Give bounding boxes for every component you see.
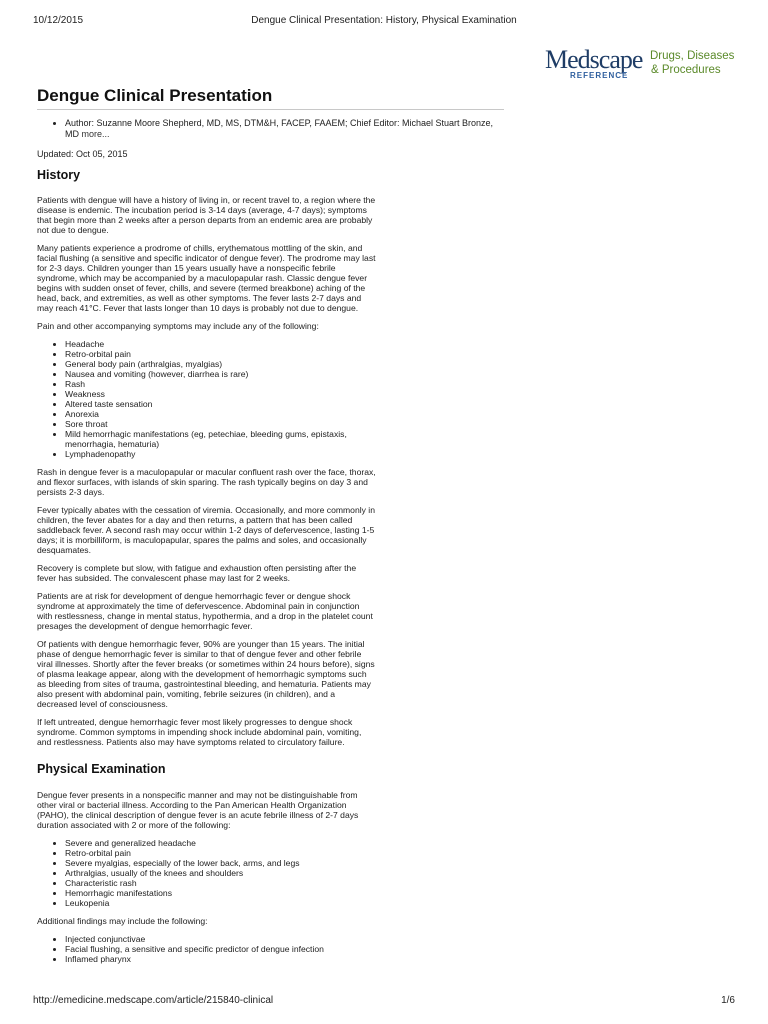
history-paragraph: Of patients with dengue hemorrhagic fever, 90% are younger than 15 years. The initial phase of dengue hemorrhagic fever is similar to that of dengue fever and other febrile viral illnesses. Shortly after the fever breaks (or sometimes within 24 hours before), signs of plasma leakage appear, along with the development of hemorrhagic symptoms such as bleeding from sites of trauma, gastrointestinal bleeding, and hematuria. Patients may also present with abdominal pain, vomiting, febrile seizures (in children), and a decreased level of consciousness. <box>37 639 375 709</box>
logo-brand-med: Med <box>545 45 590 74</box>
physical-paragraph: Additional findings may include the following: <box>37 916 208 926</box>
article-content <box>37 168 377 972</box>
symptom-list <box>37 339 377 459</box>
list-item: • Characteristic rash <box>65 878 377 888</box>
page-title: Dengue Clinical Presentation <box>37 86 504 110</box>
list-item: • Mild hemorrhagic manifestations (eg, petechiae, bleeding gums, epistaxis, menorrhagia, hematuria) <box>65 429 377 449</box>
history-paragraph: Many patients experience a prodrome of chills, erythematous mottling of the skin, and facial flushing (a sensitive and specific indicator of dengue fever). The prodrome may last for 2-3 days. Children younger than 15 years usually have a nonspecific febrile syndrome, which may be accompanied by a maculopapular rash. Classic dengue fever begins with sudden onset of fever, chills, and severe (termed breakbone) aching of the head, back, and extremities, as well as other symptoms. The fever lasts 2-7 days and may reach 41°C. Fever that lasts longer than 10 days is probably not due to dengue. <box>37 243 376 313</box>
list-item: • Retro-orbital pain <box>65 848 377 858</box>
logo-brand <box>545 47 642 73</box>
list-item: • Lymphadenopathy <box>65 449 377 459</box>
list-item: • Arthralgias, usually of the knees and shoulders <box>65 868 377 878</box>
list-item: • Severe myalgias, especially of the lower back, arms, and legs <box>65 858 377 868</box>
list-item: • Nausea and vomiting (however, diarrhea is rare) <box>65 369 377 379</box>
list-item: • Leukopenia <box>65 898 377 908</box>
list-item: • Anorexia <box>65 409 377 419</box>
list-item: • Facial flushing, a sensitive and specific predictor of dengue infection <box>65 944 377 954</box>
physical-exam-heading: Physical Examination <box>37 762 166 776</box>
print-date: 10/12/2015 <box>33 15 84 26</box>
author-byline <box>50 118 505 140</box>
physical-paragraph: Dengue fever presents in a nonspecific manner and may not be distinguishable from other viral or bacterial illness. According to the Pan American Health Organization (PAHO), the clinical description of dengue fever is an acute febrile illness of 2-7 days duration associated with 2 or more of the following: <box>37 790 359 830</box>
logo-tagline <box>650 49 734 77</box>
history-paragraph: Fever typically abates with the cessation of viremia. Occasionally, and more commonly in children, the fever abates for a day and then returns, a pattern that has been called saddleback fever. A second rash may occur within 1-2 days of defervescence, lasting 1-5 days; it is morbilliform, is maculopapular, spares the palms and soles, and occasionally desquamates. <box>37 505 376 555</box>
list-item: • Hemorrhagic manifestations <box>65 888 377 898</box>
list-item: • Weakness <box>65 389 377 399</box>
logo-brand-scape: scape <box>589 45 643 74</box>
medscape-logo[interactable] <box>543 43 743 79</box>
list-item: • Retro-orbital pain <box>65 349 377 359</box>
more-authors-link[interactable]: more... <box>81 129 110 139</box>
author-item <box>65 118 505 140</box>
history-paragraph: If left untreated, dengue hemorrhagic fever most likely progresses to dengue shock syndrome. Common symptoms in impending shock include abdominal pain, vomiting, and restlessness. Patients also may have symptoms related to circulatory failure. <box>37 717 362 747</box>
logo-tagline-line1: Drugs, Diseases <box>650 50 735 62</box>
logo-reference: REFERENCE <box>570 71 629 80</box>
history-paragraph: Pain and other accompanying symptoms may include any of the following: <box>37 321 319 331</box>
list-item: • Headache <box>65 339 377 349</box>
additional-findings-list <box>37 934 377 964</box>
history-paragraph: Rash in dengue fever is a maculopapular or macular confluent rash over the face, thorax, and flexor surfaces, with islands of skin sparing. The rash typically begins on day 3 and persists 2-3 days. <box>37 467 376 497</box>
list-item: • General body pain (arthralgias, myalgias) <box>65 359 377 369</box>
author-text: Author: Suzanne Moore Shepherd, MD, MS, DTM&H, FACEP, FAAEM; Chief Editor: Michael Stuart Bronze, MD <box>65 118 494 139</box>
history-paragraph: Patients with dengue will have a history of living in, or recent travel to, a region where the disease is endemic. The incubation period is 3-14 days (average, 4-7 days); symptoms that begin more than 2 weeks after a person departs from an endemic area are probably not due to dengue. <box>37 195 376 235</box>
print-doc-title: Dengue Clinical Presentation: History, Physical Examination <box>251 15 517 26</box>
list-item: • Altered taste sensation <box>65 399 377 409</box>
history-paragraph: Patients are at risk for development of dengue hemorrhagic fever or dengue shock syndrome at approximately the time of defervescence. Abdominal pain in conjunction with restlessness, change in mental status, hypothermia, and a drop in the platelet count presages the development of dengue hemorrhagic fever. <box>37 591 373 631</box>
history-paragraph: Recovery is complete but slow, with fatigue and exhaustion often persisting after the fever has subsided. The convalescent phase may last for 2 weeks. <box>37 563 357 583</box>
criteria-list <box>37 838 377 908</box>
list-item: • Inflamed pharynx <box>65 954 377 964</box>
print-url: http://emedicine.medscape.com/article/215840-clinical <box>33 995 274 1006</box>
list-item: • Sore throat <box>65 419 377 429</box>
logo-tagline-line2: & Procedures <box>651 64 721 76</box>
page-number: 1/6 <box>721 995 735 1006</box>
list-item: • Severe and generalized headache <box>65 838 377 848</box>
history-heading: History <box>37 168 81 182</box>
updated-date: Updated: Oct 05, 2015 <box>37 149 128 159</box>
list-item: • Rash <box>65 379 377 389</box>
list-item: • Injected conjunctivae <box>65 934 377 944</box>
